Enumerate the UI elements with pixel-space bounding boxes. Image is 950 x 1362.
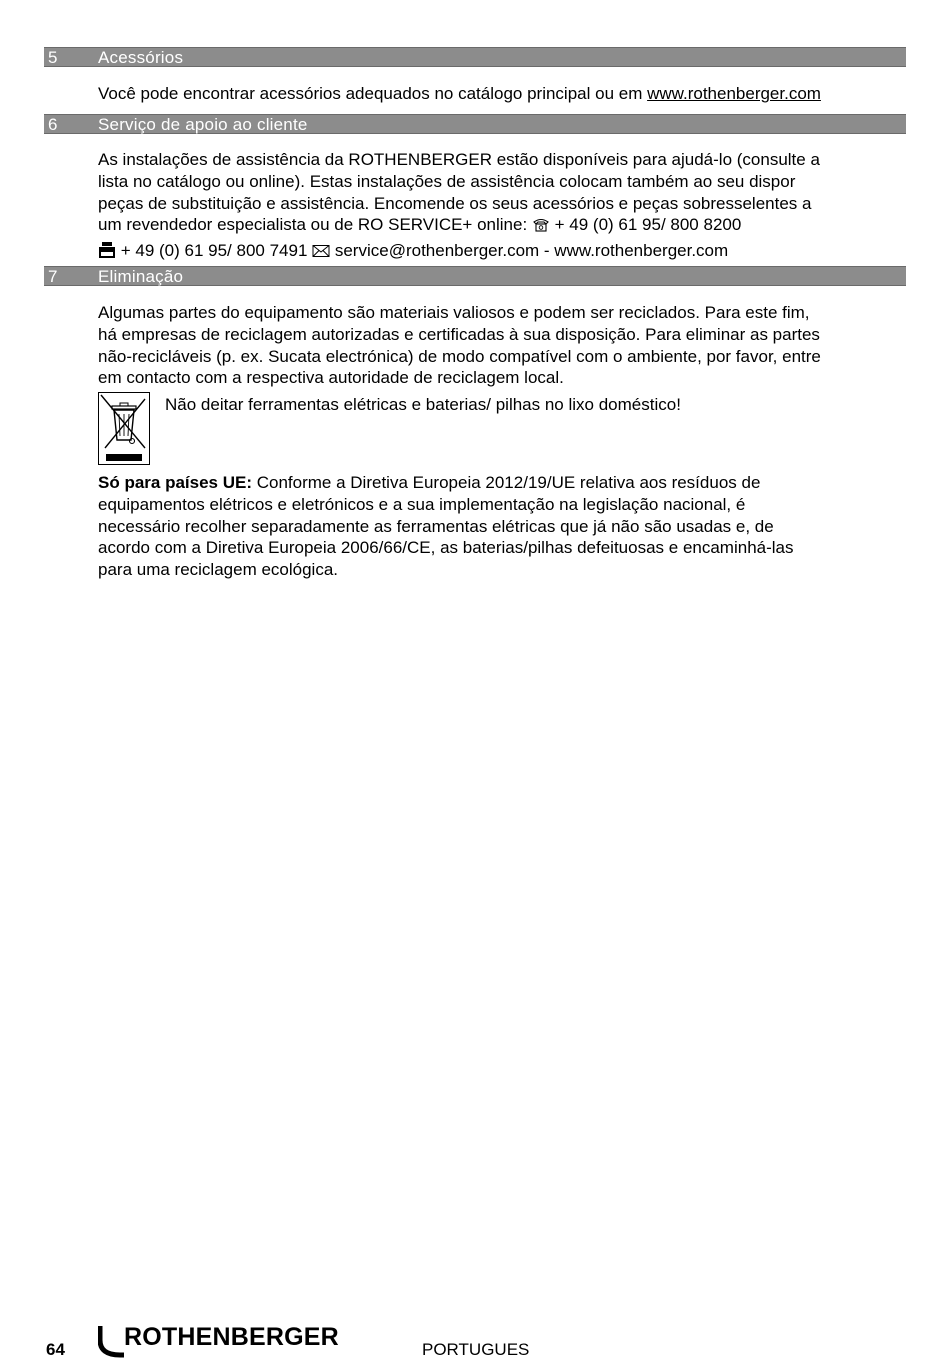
language-label: PORTUGUES (422, 1340, 530, 1359)
crossed-out-wheelie-bin-icon (98, 392, 150, 465)
accessories-text: Você pode encontrar acessórios adequados no catálogo principal ou em (98, 84, 648, 103)
section-header-7 (44, 266, 906, 286)
rothenberger-website-link[interactable]: www.rothenberger.com (647, 84, 821, 103)
eu-paragraph (98, 472, 906, 581)
eu-line-4: acordo com a Diretiva Europeia 2006/66/CE, as baterias/pilhas defeituosas e encaminhá-las (98, 538, 794, 558)
section-number: 6 (48, 115, 58, 134)
eu-label: Só para países UE: (98, 473, 253, 492)
eu-line-2: equipamentos elétricos e eletrónicos e a sua implementação na legislação nacional, é (98, 494, 746, 514)
page-number: 64 (46, 1340, 65, 1359)
accessories-paragraph (98, 83, 906, 105)
service-line-3: peças de substituição e assistência. Encomende os seus acessórios e peças sobresselentes a (98, 193, 812, 213)
fax-number: + 49 (0) 61 95/ 800 7491 (116, 241, 313, 261)
section-number: 7 (48, 267, 58, 286)
eu-line-1-text: Conforme a Diretiva Europeia 2012/19/UE relativa aos resíduos de (252, 473, 761, 492)
disposal-line-3: não-recicláveis (p. ex. Sucata electrónica) de modo compatível com o ambiente, por favor, entre (98, 346, 821, 366)
service-line-4-text: um revendedor especialista ou de RO SERVICE+ online: (98, 215, 532, 235)
service-line-1: As instalações de assistência da ROTHENBERGER estão disponíveis para ajudá-lo (consulte a (98, 150, 820, 169)
telephone-icon (532, 216, 550, 238)
phone-number: + 49 (0) 61 95/ 800 8200 (549, 215, 742, 235)
service-paragraph (98, 149, 906, 264)
disposal-line-1: Algumas partes do equipamento são materiais valiosos e podem ser reciclados. Para este fim, (98, 303, 810, 322)
section-title: Serviço de apoio ao cliente (98, 115, 308, 134)
section-number: 5 (48, 48, 58, 67)
weee-note: Não deitar ferramentas elétricas e baterias/ pilhas no lixo doméstico! (165, 395, 681, 414)
eu-line-1 (98, 472, 906, 494)
brand-name: ROTHENBERGER (124, 1323, 339, 1351)
service-line-2: lista no catálogo ou online). Estas instalações de assistência colocam também ao seu dispor (98, 171, 796, 191)
email-and-website: service@rothenberger.com - www.rothenberger.com (330, 241, 729, 261)
eu-line-3: necessário recolher separadamente as ferramentas elétricas que já não são usadas e, de (98, 516, 774, 536)
disposal-line-2: há empresas de reciclagem autorizadas e certificadas à sua disposição. Para eliminar as partes (98, 324, 820, 344)
rothenberger-logo (98, 1322, 348, 1358)
fax-icon (98, 241, 116, 264)
section-header-6 (44, 114, 906, 134)
eu-line-5: para uma reciclagem ecológica. (98, 560, 339, 580)
disposal-paragraph (98, 302, 906, 389)
disposal-line-4: em contacto com a respectiva autoridade de reciclagem local. (98, 368, 564, 388)
service-line-4 (98, 214, 906, 238)
section-title: Eliminação (98, 267, 184, 286)
section-title: Acessórios (98, 48, 184, 67)
service-line-5 (98, 240, 906, 264)
section-header-5 (44, 47, 906, 67)
envelope-icon (312, 242, 330, 264)
